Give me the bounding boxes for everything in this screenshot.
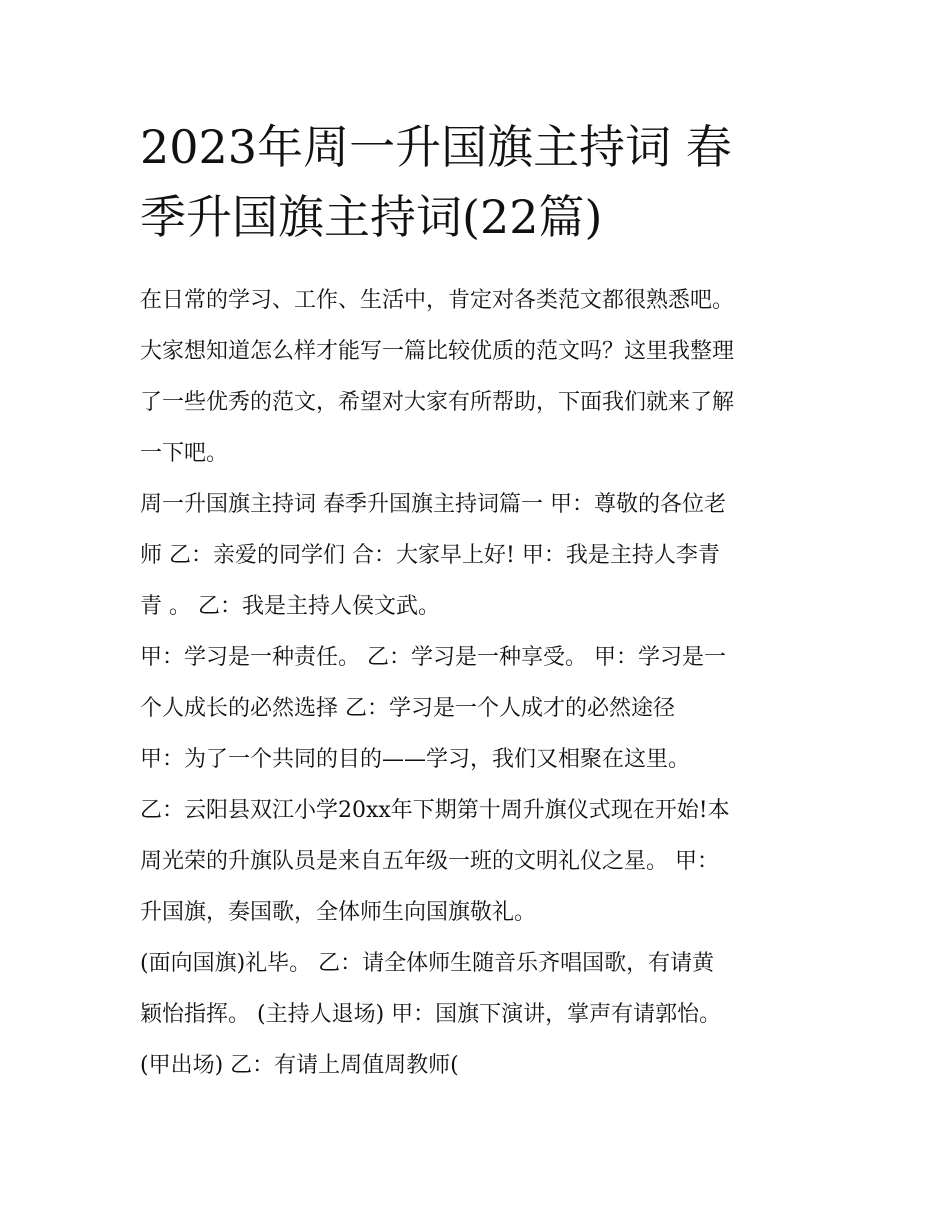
body-line: 乙：云阳县双江小学20xx年下期第十周升旗仪式现在开始!本 [140, 798, 730, 823]
document-body [140, 275, 830, 1091]
body-line: 周一升国旗主持词 春季升国旗主持词篇一 甲：尊敬的各位老 [140, 492, 726, 517]
body-line: 了一些优秀的范文，希望对大家有所帮助，下面我们就来了解 [140, 390, 735, 415]
body-line: (甲出场) 乙：有请上周值周教师( [140, 1053, 459, 1078]
title-line: 季升国旗主持词(22篇) [140, 190, 603, 244]
body-line: (面向国旗)礼毕。 乙：请全体师生随音乐齐唱国歌，有请黄 [140, 951, 715, 976]
body-line: 甲：学习是一种责任。 乙：学习是一种享受。 甲：学习是一 [140, 645, 726, 670]
document-title [140, 112, 820, 252]
body-line: 周光荣的升旗队员是来自五年级一班的文明礼仪之星。 甲： [140, 849, 719, 874]
body-line: 师 乙：亲爱的同学们 合：大家早上好! 甲：我是主持人李青 [140, 543, 720, 568]
body-line: 青 。 乙：我是主持人侯文武。 [140, 594, 440, 619]
title-line: 2023年周一升国旗主持词 春 [140, 120, 732, 174]
body-line: 个人成长的必然选择 乙：学习是一个人成才的必然途径 [140, 696, 675, 721]
body-line: 在日常的学习、工作、生活中，肯定对各类范文都很熟悉吧。 [140, 288, 735, 313]
body-line: 一下吧。 [140, 441, 229, 466]
body-line: 颖怡指挥。 (主持人退场) 甲：国旗下演讲，掌声有请郭怡。 [140, 1002, 722, 1027]
body-line: 升国旗，奏国歌，全体师生向国旗敬礼。 [140, 900, 537, 925]
body-line: 甲：为了一个共同的目的——学习，我们又相聚在这里。 [140, 747, 691, 772]
body-line: 大家想知道怎么样才能写一篇比较优质的范文吗？这里我整理 [140, 339, 735, 364]
